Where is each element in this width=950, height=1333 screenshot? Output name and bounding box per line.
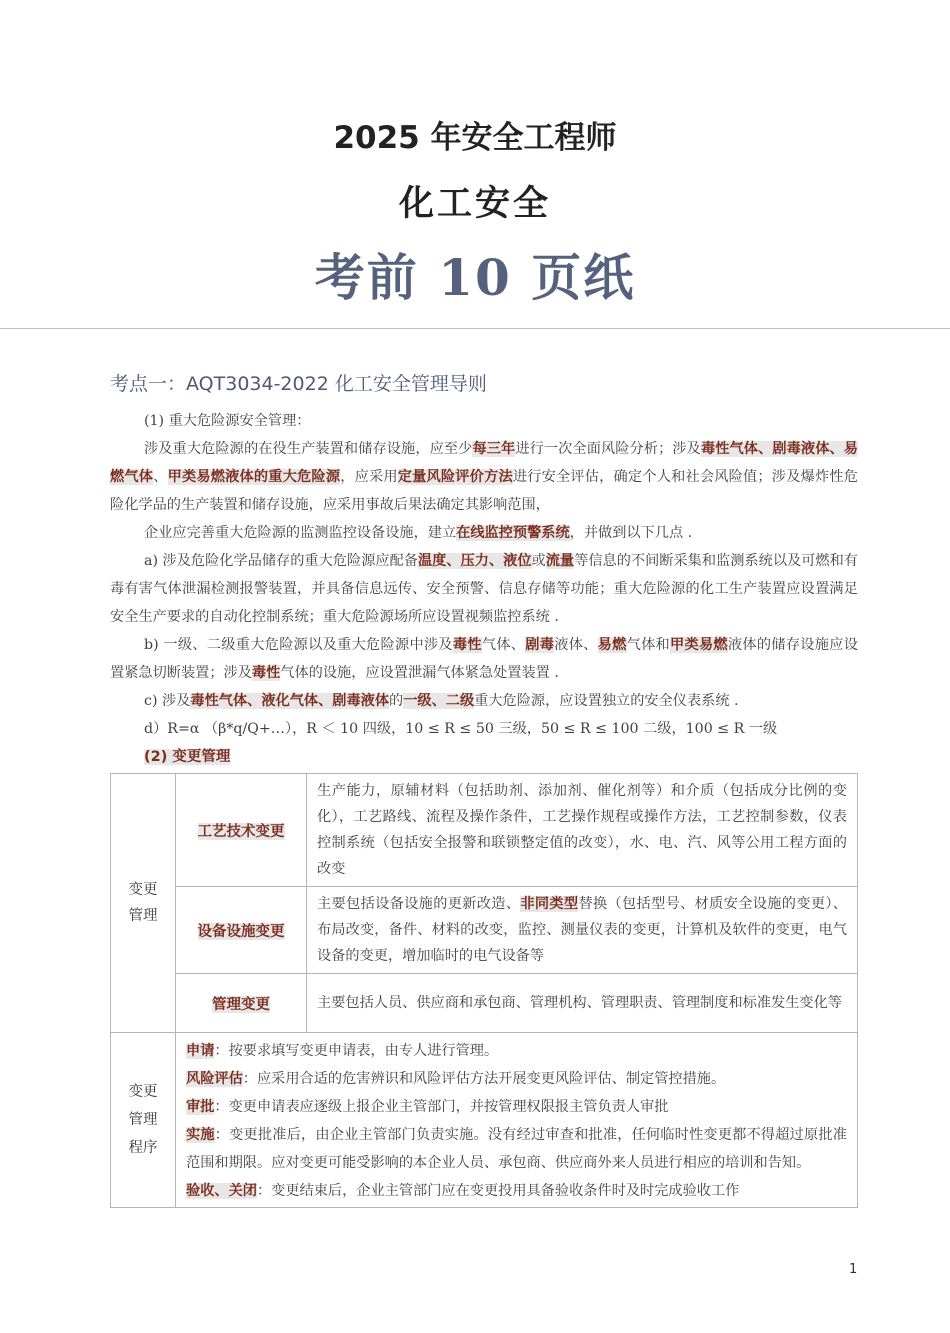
step-text: ：按要求填写变更申请表，由专人进行管理。 (214, 1043, 499, 1059)
highlight: 毒性 (452, 637, 482, 653)
text: ，应采用 (340, 469, 398, 485)
text: 的 (389, 693, 404, 709)
text: 替换（包括型号、材质安全设施的变更）、布局改变，备件、材料的改变，监控、测量仪表的变更，计算机及软件的变更，电气设备的变更，增加临时的电气设备等 (317, 896, 847, 964)
text: 企业应完善重大危险源的监测监控设备设施，建立 (144, 525, 457, 541)
procedure-step-apply (186, 1037, 847, 1065)
step-label: 验收、关闭 (186, 1183, 257, 1199)
highlight: 剧毒 (525, 637, 555, 653)
procedure-step-acceptance (186, 1177, 847, 1205)
description-cell (307, 887, 858, 974)
highlight: 毒性 (251, 665, 281, 681)
step-text: ：变更结束后，企业主管部门应在变更投用具备验收条件时及时完成验收工作 (256, 1183, 740, 1199)
category-label: 变更 (128, 1084, 158, 1100)
section-content (110, 407, 858, 771)
text: 进行一次全面风险分析；涉及 (515, 441, 701, 457)
step-label: 申请 (186, 1043, 215, 1059)
procedure-step-implementation (186, 1121, 847, 1177)
header-divider (0, 328, 950, 329)
highlight: 毒性气体、剧毒液体、易燃气体 (110, 441, 858, 485)
text: 进行安全评估，确定个人和社会风险值；涉及爆炸性危险化学品的生产装置和储存设施，应采用事故后果法确定其影响范围， (110, 469, 858, 513)
category-cell (111, 1033, 176, 1208)
text: 主要包括设备设施的更新改造、 (317, 896, 521, 912)
paragraph-risk-analysis (110, 435, 858, 519)
title-cheatsheet: 考前 10 页纸 (314, 248, 636, 307)
type-label: 设备设施变更 (197, 922, 285, 940)
text: c) 涉及 (144, 693, 191, 709)
text: 等信息的不间断采集和监测系统以及可燃和有毒有害气体泄漏检测报警装置，并具备信息远传、安全预警、信息存储等功能；重大危险源的化工生产装置应设置满足安全生产要求的自动化控制系统；重大危险源场所应设置视频监控系统 . (110, 553, 858, 625)
category-label: 程序 (128, 1140, 158, 1156)
step-label: 审批 (186, 1099, 215, 1115)
paragraph-item-b (110, 631, 858, 687)
title-exam-year: 2025 年安全工程师 (333, 120, 617, 156)
sub-title-change-management (110, 743, 858, 771)
sub-title-major-hazard (110, 407, 858, 435)
text: 气体、 (481, 637, 526, 653)
highlight: 每三年 (472, 441, 516, 457)
highlight: 流量 (545, 553, 575, 569)
paragraph-item-c (110, 687, 858, 715)
category-label: 变更 (128, 882, 158, 898)
highlight: 甲类易燃 (670, 637, 728, 653)
category-label: 管理 (128, 1112, 158, 1128)
table-row (111, 774, 858, 887)
text: 、 (153, 469, 168, 485)
title-subject: 化工安全 (398, 184, 551, 224)
paragraph-item-a (110, 547, 858, 631)
text: 液体、 (554, 637, 598, 653)
category-label: 管理 (128, 908, 158, 924)
step-text: ：应采用合适的危害辨识和风险评估方法开展变更风险评估、制定管控措施。 (242, 1071, 726, 1087)
description-cell: 生产能力，原辅材料（包括助剂、添加剂、催化剂等）和介质（包括成分比例的变化），工艺路线、流程及操作条件，工艺操作规程或操作方法，工艺控制参数，仪表控制系统（包括安全报警和联锁整定值的改变），水、电、汽、风等公用工程方面的改变 (307, 774, 858, 887)
highlight: 甲类易燃液体的重大危险源 (167, 469, 341, 485)
highlight: 非同类型 (520, 896, 579, 912)
text: 气体和 (626, 637, 671, 653)
highlight: 毒性气体、液化气体、剧毒液体 (190, 693, 390, 709)
text: 气体的设施，应设置泄漏气体紧急处置装置 . (280, 665, 559, 681)
highlight: 易燃 (597, 637, 627, 653)
document-header (0, 0, 950, 328)
step-label: 实施 (186, 1127, 215, 1143)
highlight: 一级、二级 (403, 693, 475, 709)
table-row (111, 1033, 858, 1208)
page-number: 1 (849, 1262, 858, 1277)
type-cell (176, 774, 307, 887)
sub-title-text: (1) 重大危险源安全管理： (144, 413, 311, 429)
section-heading: 考点一：AQT3034-2022 化工安全管理导则 (110, 373, 487, 395)
text: a) 涉及危险化学品储存的重大危险源应配备 (144, 553, 418, 569)
procedure-step-approval (186, 1093, 847, 1121)
category-cell (111, 774, 176, 1033)
procedure-cell (176, 1033, 858, 1208)
type-label: 管理变更 (212, 995, 270, 1013)
text: 涉及重大危险源的在役生产装置和储存设施，应至少 (144, 441, 473, 457)
paragraph-monitoring (110, 519, 858, 547)
text: 或 (531, 553, 546, 569)
step-text: ：变更申请表应逐级上报企业主管部门，并按管理权限报主管负责人审批 (214, 1099, 669, 1115)
procedure-step-risk-assessment (186, 1065, 847, 1093)
table-row (111, 974, 858, 1033)
sub-title-text: (2) 变更管理 (144, 749, 231, 765)
highlight: 温度、压力、液位 (417, 553, 532, 569)
description-cell: 主要包括人员、供应商和承包商、管理机构、管理职责、管理制度和标准发生变化等 (307, 974, 858, 1033)
step-text: ：变更批准后，由企业主管部门负责实施。没有经过审查和批准，任何临时性变更都不得超过原批准范围和期限。应对变更可能受影响的本企业人员、承包商、供应商外来人员进行相应的培训和告知。 (186, 1127, 847, 1171)
text: 重大危险源，应设置独立的安全仪表系统 . (474, 693, 739, 709)
formula-text: d）R=α （β*q/Q+…），R ＜ 10 四级，10 ≤ R ≤ 50 三级，50 ≤ R ≤ 100 二级，100 ≤ R 一级 (144, 721, 778, 737)
type-label: 工艺技术变更 (197, 822, 285, 840)
text: b) 一级、二级重大危险源以及重大危险源中涉及 (144, 637, 453, 653)
table-row (111, 887, 858, 974)
highlight: 定量风险评价方法 (397, 469, 513, 485)
text: ，并做到以下几点 . (569, 525, 693, 541)
change-management-table (110, 773, 858, 1208)
step-label: 风险评估 (186, 1071, 243, 1087)
type-cell (176, 974, 307, 1033)
text: 液体的储存设施应设置紧急切断装置；涉及 (110, 637, 858, 681)
highlight: 在线监控预警系统 (456, 525, 570, 541)
type-cell (176, 887, 307, 974)
paragraph-item-d (110, 715, 858, 743)
